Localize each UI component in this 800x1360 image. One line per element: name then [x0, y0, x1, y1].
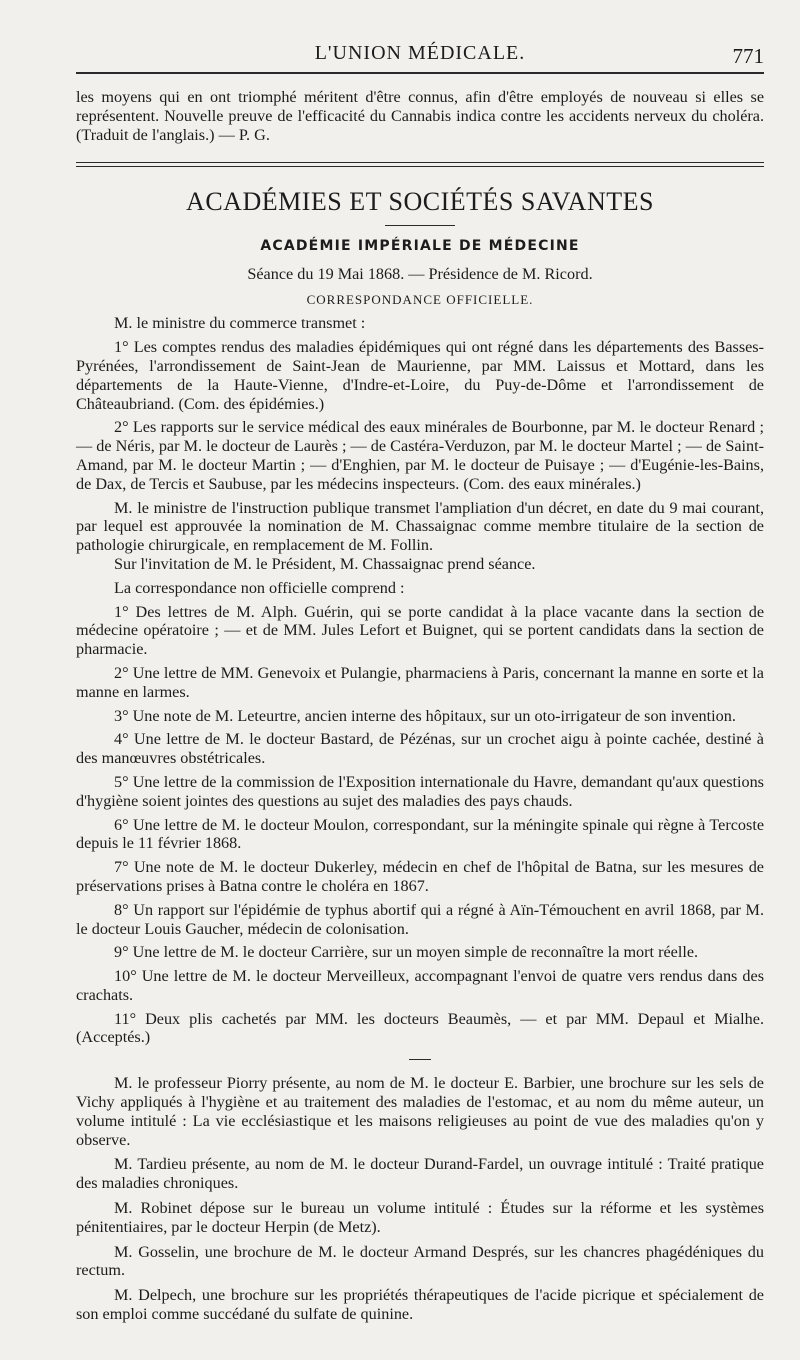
paragraph: 3° Une note de M. Leteurtre, ancien interne des hôpitaux, sur un oto-irrigateur de son invention. — [114, 706, 736, 725]
section-subtitle: ACADÉMIE IMPÉRIALE DE MÉDECINE — [260, 238, 580, 255]
paragraph: 4° Une lettre de M. le docteur Bastard, de Pézénas, sur un crochet aigu à pointe cachée, destiné à des manœuvres obstétricales. — [76, 730, 764, 768]
header-rule — [76, 72, 764, 74]
paragraph: 11° Deux plis cachetés par MM. les docteurs Beaumès, — et par MM. Depaul et Mialhe. (Acceptés.) — [76, 1009, 764, 1047]
paragraph: 1° Les comptes rendus des maladies épidémiques qui ont régné dans les départements des Basses-Pyrénées, l'arrondissement de Saint-Jean de Maurienne, par MM. Laissus et Mottard, dans les départements de la Haute-Vienne, d'Indre-et-Loire, du Puy-de-Dôme et l'arrondissement de Châteaubriand. (Com. des épidémies.) — [76, 338, 764, 413]
paragraph: Sur l'invitation de M. le Président, M. Chassaignac prend séance. — [114, 554, 536, 573]
intro-paragraph: les moyens qui en ont triomphé méritent d'être connus, afin d'être employés de nouveau si elles se représentent. Nouvelle preuve de l'efficacité du Cannabis indica contre les accidents nerveux du choléra. (Traduit de l'anglais.) — P. G. — [76, 88, 764, 144]
paragraph: 10° Une lettre de M. le docteur Merveilleux, accompagnant l'envoi de quatre vers rendus dans des crachats. — [76, 967, 764, 1004]
paragraph: M. Tardieu présente, au nom de M. le docteur Durand-Fardel, un ouvrage intitulé : Traité pratique des maladies chroniques. — [76, 1155, 764, 1193]
paragraph: M. le professeur Piorry présente, au nom de M. le docteur E. Barbier, une brochure sur les sels de Vichy appliqués à l'hygiène et au traitement des maladies de l'estomac, et au nom du même auteur, un volume intitulé : La vie ecclésiastique et les maisons religieuses au point de vue des maladies qu'on y observe. — [76, 1074, 764, 1149]
paragraph: 5° Une lettre de la commission de l'Exposition internationale du Havre, demandant qu'aux questions d'hygiène soient jointes des questions au sujet des maladies des pays chauds. — [76, 772, 764, 810]
correspondance-heading: CORRESPONDANCE OFFICIELLE. — [306, 292, 534, 308]
title-rule — [385, 225, 455, 226]
paragraph: La correspondance non officielle comprend : — [114, 578, 405, 597]
paragraph: 6° Une lettre de M. le docteur Moulon, correspondant, sur la méningite spinale qui règne à Tercoste depuis le 11 février 1868. — [76, 815, 764, 853]
paragraph: 1° Des lettres de M. Alph. Guérin, qui se porte candidat à la place vacante dans la section de médecine opératoire ; — et de MM. Jules Lefort et Buignet, qui se portent candidats dans la section de pharmacie. — [76, 602, 764, 659]
separator-rule — [409, 1059, 431, 1060]
seance-line: Séance du 19 Mai 1868. — Présidence de M. Ricord. — [247, 265, 593, 284]
paragraph: 7° Une note de M. le docteur Dukerley, médecin en chef de l'hôpital de Batna, sur les mesures de préservations prises à Batna contre le choléra en 1867. — [76, 858, 764, 895]
paragraph: 2° Une lettre de MM. Genevoix et Pulangie, pharmaciens à Paris, concernant la manne en sorte et la manne en larmes. — [76, 663, 764, 701]
paragraph: 2° Les rapports sur le service médical des eaux minérales de Bourbonne, par M. le docteur Renard ; — de Néris, par M. le docteur de Laurès ; — de Castéra-Verduzon, par M. le docteur Martel ; — de Saint-Amand, par M. le docteur Martin ; — d'Enghien, par M. le docteur de Puisaye ; — d'Eugénie-les-Bains, de Dax, de Tercis et Saubuse, par les médecins inspecteurs. (Com. des eaux minérales.) — [76, 418, 764, 493]
running-head — [76, 0, 764, 72]
paragraph: M. le ministre de l'instruction publique transmet l'ampliation d'un décret, en date du 9 mai courant, par lequel est approuvée la nomination de M. Chassaignac comme membre titulaire de la section de pathologie chirurgicale, en remplacement de M. Follin. — [76, 498, 764, 555]
running-title: L'UNION MÉDICALE. — [314, 42, 526, 64]
section-double-rule — [76, 162, 764, 167]
paragraph: M. Gosselin, une brochure de M. le docteur Armand Després, sur les chancres phagédéniques du rectum. — [76, 1242, 764, 1280]
page-number: 771 — [732, 44, 764, 68]
paragraph: M. le ministre du commerce transmet : — [114, 314, 366, 333]
paragraph: M. Robinet dépose sur le bureau un volume intitulé : Études sur la réforme et les systèmes pénitentiaires, par le docteur Herpin (de Metz). — [76, 1199, 764, 1236]
paragraph: M. Delpech, une brochure sur les propriétés thérapeutiques de l'acide picrique et spécialement de son emploi comme succédané du sulfate de quinine. — [76, 1286, 764, 1324]
section-title: ACADÉMIES ET SOCIÉTÉS SAVANTES — [186, 187, 654, 217]
paragraph: 9° Une lettre de M. le docteur Carrière, sur un moyen simple de reconnaître la mort réelle. — [114, 943, 699, 962]
paragraph: 8° Un rapport sur l'épidémie de typhus abortif qui a régné à Aïn-Témouchent en avril 1868, par M. le docteur Louis Gaucher, médecin de colonisation. — [76, 900, 764, 938]
